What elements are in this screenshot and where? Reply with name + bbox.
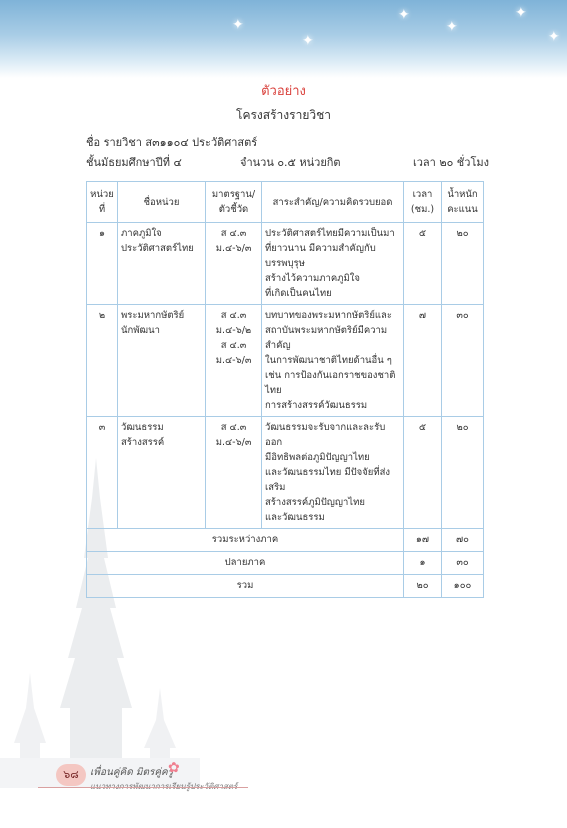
sparkle-icon: ✦ (232, 17, 244, 33)
sparkle-icon: ✦ (446, 19, 458, 35)
unit-standard: ส ๔.๓ ม.๔-๖/๒ ส ๔.๓ ม.๔-๖/๓ (206, 305, 262, 417)
summary-time: ๑ (404, 552, 442, 575)
unit-time: ๕ (404, 223, 442, 305)
sparkle-icon: ✦ (548, 29, 560, 45)
header-time: เวลา (ชม.) (404, 182, 442, 223)
page-number: ๖๘ (56, 764, 86, 786)
summary-row-total (87, 575, 484, 598)
sparkle-icon: ✦ (398, 7, 410, 23)
unit-number: ๑ (87, 223, 118, 305)
table-row (87, 417, 484, 529)
course-name-line: ชื่อ รายวิชา ส๓๑๑๐๔ ประวัติศาสตร์ (86, 136, 258, 149)
header-unit: หน่วย ที่ (87, 182, 118, 223)
summary-weight: ๓๐ (442, 552, 484, 575)
unit-weight: ๒๐ (442, 223, 484, 305)
header-content: สาระสำคัญ/ความคิดรวบยอด (262, 182, 404, 223)
unit-time: ๗ (404, 305, 442, 417)
unit-standard: ส ๔.๓ ม.๔-๖/๓ (206, 223, 262, 305)
unit-weight: ๒๐ (442, 417, 484, 529)
header-weight: น้ำหนัก คะแนน (442, 182, 484, 223)
unit-standard: ส ๔.๓ ม.๔-๖/๓ (206, 417, 262, 529)
flower-icon: ✿ (168, 760, 180, 776)
course-hours: เวลา ๒๐ ชั่วโมง (413, 156, 489, 169)
unit-content: ประวัติศาสตร์ไทยมีความเป็นมา ที่ยาวนาน มีความสำคัญกับบรรพบุรุษ สร้างไว้ความภาคภูมิใจ ที่เกิดเป็นคนไทย (262, 223, 404, 305)
unit-name: วัฒนธรรมสร้างสรรค์ (118, 417, 206, 529)
page-title: ตัวอย่าง (261, 84, 306, 99)
course-credits: จำนวน ๐.๕ หน่วยกิต (240, 156, 341, 169)
unit-content: บทบาทของพระมหากษัตริย์และ สถาบันพระมหากษัตริย์มีความสำคัญ ในการพัฒนาชาติไทยด้านอื่น ๆ เช่น การป้องกันเอกราชของชาติไทย การสร้างสรรค์วัฒนธรรม (262, 305, 404, 417)
header-unit-name: ชื่อหน่วย (118, 182, 206, 223)
summary-weight: ๗๐ (442, 529, 484, 552)
course-level: ชั้นมัธยมศึกษาปีที่ ๔ (86, 156, 182, 169)
table-row (87, 305, 484, 417)
unit-number: ๓ (87, 417, 118, 529)
unit-name: พระมหากษัตริย์ นักพัฒนา (118, 305, 206, 417)
summary-weight: ๑๐๐ (442, 575, 484, 598)
table-header-row (87, 182, 484, 223)
summary-label: รวมระหว่างภาค (87, 529, 404, 552)
sparkle-icon: ✦ (515, 5, 527, 21)
summary-row-final (87, 552, 484, 575)
unit-name: ภาคภูมิใจ ประวัติศาสตร์ไทย (118, 223, 206, 305)
summary-label: ปลายภาค (87, 552, 404, 575)
page-subtitle: โครงสร้างรายวิชา (236, 108, 331, 122)
unit-time: ๕ (404, 417, 442, 529)
summary-time: ๒๐ (404, 575, 442, 598)
footer-divider (38, 787, 248, 788)
unit-content: วัฒนธรรมจะรับจากและละรับออก มีอิทธิพลต่อภูมิปัญญาไทย และวัฒนธรรมไทย มีปัจจัยที่ส่งเสริม สร้างสรรค์ภูมิปัญญาไทย และวัฒนธรรม (262, 417, 404, 529)
table-row (87, 223, 484, 305)
sky-header-background (0, 0, 567, 78)
summary-row-midterm (87, 529, 484, 552)
summary-time: ๑๗ (404, 529, 442, 552)
footer-title: เพื่อนคู่คิด มิตรคู่ครู (90, 767, 174, 778)
unit-number: ๒ (87, 305, 118, 417)
unit-weight: ๓๐ (442, 305, 484, 417)
header-standard: มาตรฐาน/ ตัวชี้วัด (206, 182, 262, 223)
summary-label: รวม (87, 575, 404, 598)
course-structure-table (86, 181, 484, 598)
sparkle-icon: ✦ (302, 33, 314, 49)
